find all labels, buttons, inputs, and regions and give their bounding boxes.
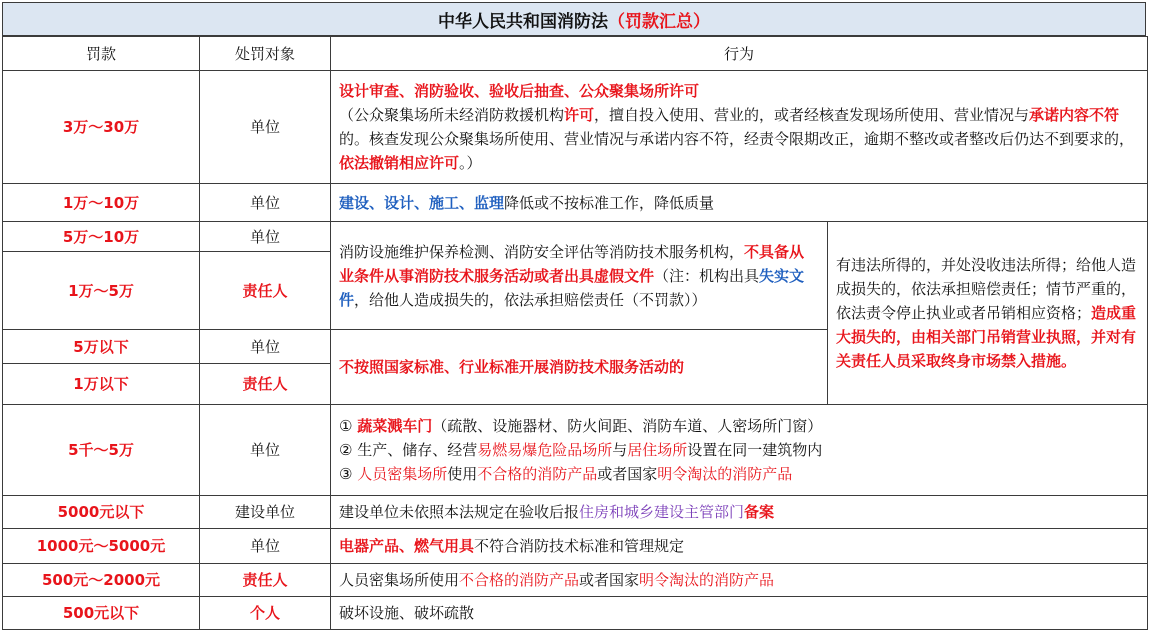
behavior-cell [331, 496, 1148, 529]
behavior-highlight: 明令淘汰的消防产品 [657, 465, 793, 483]
fine-cell: 1万～10万 [3, 184, 200, 222]
fine-cell: 1000元～5000元 [3, 529, 200, 564]
behavior-highlight: 依法撤销相应许可 [339, 154, 460, 172]
list-marker: ② [339, 441, 353, 459]
behavior-highlight: 住房和城乡建设主管部门 [579, 503, 745, 521]
target-cell: 单位 [200, 184, 331, 222]
behavior-highlight: 不按照国家标准、行业标准开展消防技术服务活动的 [339, 358, 685, 376]
behavior-cell [331, 564, 1148, 597]
behavior-highlight: 电器产品、燃气用具 [339, 537, 475, 555]
target-cell: 责任人 [200, 252, 331, 330]
fine-cell: 5万～10万 [3, 222, 200, 252]
table-row [3, 222, 1148, 252]
behavior-cell [331, 71, 1148, 184]
target-cell: 单位 [200, 405, 331, 496]
behavior-text: ，擅自投入使用、营业的，或者经核查发现场所使用、营业情况与 [594, 106, 1030, 124]
fine-cell: 500元～2000元 [3, 564, 200, 597]
behavior-text: 消防设施维护保养检测、消防安全评估等消防技术服务机构， [339, 242, 745, 261]
consequence-text: 有违法所得的，并处没收违法所得；给他人造成损失的，依法承担赔偿责任；情节严重的，依法责令停止执业或者吊销相应资格； [836, 256, 1137, 322]
behavior-text: 或者国家 [597, 465, 658, 483]
behavior-cell [331, 330, 828, 405]
list-marker: ① [339, 417, 353, 435]
fine-cell: 1万～5万 [3, 252, 200, 330]
list-marker: ③ [339, 465, 353, 483]
target-cell: 个人 [200, 597, 331, 630]
header-target: 处罚对象 [200, 37, 331, 71]
behavior-text: 。） [459, 154, 482, 172]
behavior-text: 破坏设施、破坏疏散 [339, 604, 475, 622]
behavior-highlight: 不合格的消防产品 [459, 571, 580, 589]
behavior-highlight: 备案 [744, 503, 775, 521]
fine-cell: 5万以下 [3, 330, 200, 364]
table-row [3, 405, 1148, 496]
fine-table [2, 36, 1148, 630]
behavior-highlight: 许可 [564, 106, 595, 124]
behavior-text: 的。核查发现公众聚集场所使用、营业情况与承诺内容不符，经责令限期改正，逾期不整改或者整改后仍达不到要求的， [339, 130, 1135, 148]
behavior-text: 或者国家 [579, 571, 640, 589]
behavior-text: 人员密集场所使用 [339, 571, 460, 589]
target-cell: 单位 [200, 71, 331, 184]
behavior-highlight: 承诺内容不符 [1029, 106, 1120, 124]
behavior-text: 生产、储存、经营 [357, 441, 478, 459]
target-cell: 建设单位 [200, 496, 331, 529]
behavior-text: （疏散、设施器材、防火间距、消防车道、人密场所门窗） [432, 417, 823, 435]
fine-cell: 500元以下 [3, 597, 200, 630]
behavior-cell [331, 529, 1148, 564]
behavior-text: 不符合消防技术标准和管理规定 [474, 537, 685, 555]
behavior-cell [331, 222, 828, 330]
consequence-highlight: 造成重大损失的，由相关部门吊销营业执照，并对有关责任人员采取终身市场禁入措施。 [836, 304, 1137, 370]
behavior-cell [331, 184, 1148, 222]
fine-cell: 1万以下 [3, 364, 200, 405]
target-cell: 责任人 [200, 364, 331, 405]
title-main: 中华人民共和国消防法 [438, 11, 608, 32]
header-behavior: 行为 [331, 37, 1148, 71]
table-row [3, 529, 1148, 564]
behavior-text: （注：机构出具 [654, 266, 760, 285]
behavior-highlight: 易燃易爆危险品场所 [477, 441, 613, 459]
header-fine: 罚款 [3, 37, 200, 71]
behavior-highlight: 失实文件 [339, 266, 805, 309]
fine-cell: 5000元以下 [3, 496, 200, 529]
behavior-highlight: 明令淘汰的消防产品 [639, 571, 775, 589]
behavior-text: 与 [612, 441, 628, 459]
behavior-text: ，给他人造成损失的，依法承担赔偿责任（不罚款）） [354, 290, 707, 309]
header-row [3, 37, 1148, 71]
behavior-highlight: 居住场所 [627, 441, 688, 459]
behavior-highlight: 不合格的消防产品 [477, 465, 598, 483]
target-cell: 单位 [200, 222, 331, 252]
behavior-cell [331, 597, 1148, 630]
sheet-title [2, 2, 1146, 36]
behavior-text: 建设单位未依照本法规定在验收后报 [339, 503, 580, 521]
behavior-text: 降低或不按标准工作，降低质量 [504, 193, 715, 212]
behavior-text: 设置在同一建筑物内 [687, 441, 823, 459]
behavior-cell [331, 405, 1148, 496]
title-sub: （罚款汇总） [608, 11, 710, 32]
fine-cell: 5千～5万 [3, 405, 200, 496]
fine-cell: 3万～30万 [3, 71, 200, 184]
consequence-cell [828, 222, 1148, 405]
behavior-highlight: 建设、设计、施工、监理 [339, 193, 505, 212]
behavior-highlight: 蔬菜溅车门 [357, 417, 433, 435]
target-cell: 责任人 [200, 564, 331, 597]
behavior-heading: 设计审查、消防验收、验收后抽查、公众聚集场所许可 [339, 82, 700, 100]
target-cell: 单位 [200, 529, 331, 564]
target-cell: 单位 [200, 330, 331, 364]
behavior-highlight: 人员密集场所 [357, 465, 448, 483]
behavior-text: （公众聚集场所未经消防救援机构 [339, 106, 565, 124]
table-row [3, 184, 1148, 222]
table-row [3, 597, 1148, 630]
table-row [3, 564, 1148, 597]
behavior-highlight: 不具备从业条件从事消防技术服务活动或者出具虚假文件 [339, 242, 805, 285]
table-row [3, 496, 1148, 529]
table-row [3, 71, 1148, 184]
behavior-text: 使用 [447, 465, 478, 483]
